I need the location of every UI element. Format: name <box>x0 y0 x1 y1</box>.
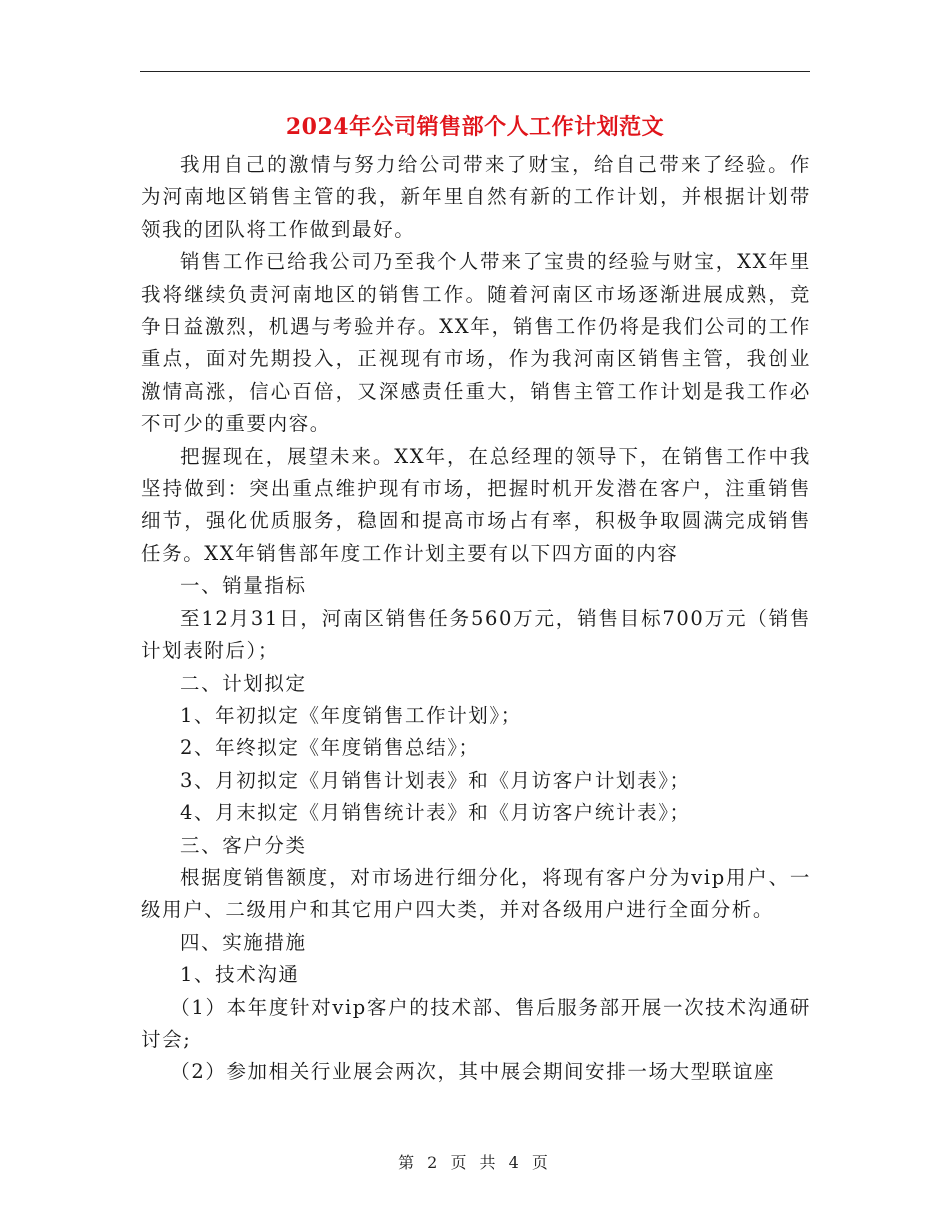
list-item: （2）参加相关行业展会两次，其中展会期间安排一场大型联谊座 <box>170 1060 776 1084</box>
list-item: 1、年初拟定《年度销售工作计划》； <box>180 703 522 727</box>
list-item: （1）本年度针对vip客户的技术部、售后服务部开展一次技术沟通研讨会; <box>141 995 811 1051</box>
section-heading: 三、客户分类 <box>180 833 307 857</box>
paragraph: 根据度销售额度，对市场进行细分化，将现有客户分为vip用户、一级用户、二级用户和其它用户四大类，并对各级用户进行全面分析。 <box>141 865 811 922</box>
document-title: 2024年公司销售部个人工作计划范文 <box>285 114 665 140</box>
paragraph: 至12月31日，河南区销售任务560万元，销售目标700万元（销售计划表附后）； <box>141 606 811 663</box>
list-item: 2、年终拟定《年度销售总结》； <box>180 736 480 760</box>
paragraph: 把握现在，展望未来。XX年，在总经理的领导下，在销售工作中我坚持做到：突出重点维护现有市场，把握时机开发潜在客户，注重销售细节，强化优质服务，稳固和提高市场占有率，积极争取圆满完成销售任务。XX年销售部年度工作计划主要有以下四方面的内容 <box>141 444 811 565</box>
subsection-heading: 1、技术沟通 <box>180 963 300 987</box>
header-rule <box>140 71 810 72</box>
paragraph: 销售工作已给我公司乃至我个人带来了宝贵的经验与财宝，XX年里我将继续负责河南地区的销售工作。随着河南区市场逐渐进展成熟，竞争日益激烈，机遇与考验并存。XX年，销售工作仍将是我们公司的工作重点，面对先期投入，正视现有市场，作为我河南区销售主管，我创业激情高涨，信心百倍，又深感责任重大，销售主管工作计划是我工作必不可少的重要内容。 <box>141 250 811 436</box>
paragraph: 我用自己的激情与努力给公司带来了财宝，给自己带来了经验。作为河南地区销售主管的我，新年里自然有新的工作计划，并根据计划带领我的团队将工作做到最好。 <box>141 153 811 241</box>
section-heading: 四、实施措施 <box>180 930 307 954</box>
section-heading: 二、计划拟定 <box>180 671 307 695</box>
page-number-footer: 第 2 页 共 4 页 <box>398 1153 552 1172</box>
list-item: 3、月初拟定《月销售计划表》和《月访客户计划表》； <box>180 768 691 792</box>
list-item: 4、月末拟定《月销售统计表》和《月访客户统计表》； <box>180 801 691 825</box>
document-body <box>141 149 811 1089</box>
section-heading: 一、销量指标 <box>180 574 307 598</box>
